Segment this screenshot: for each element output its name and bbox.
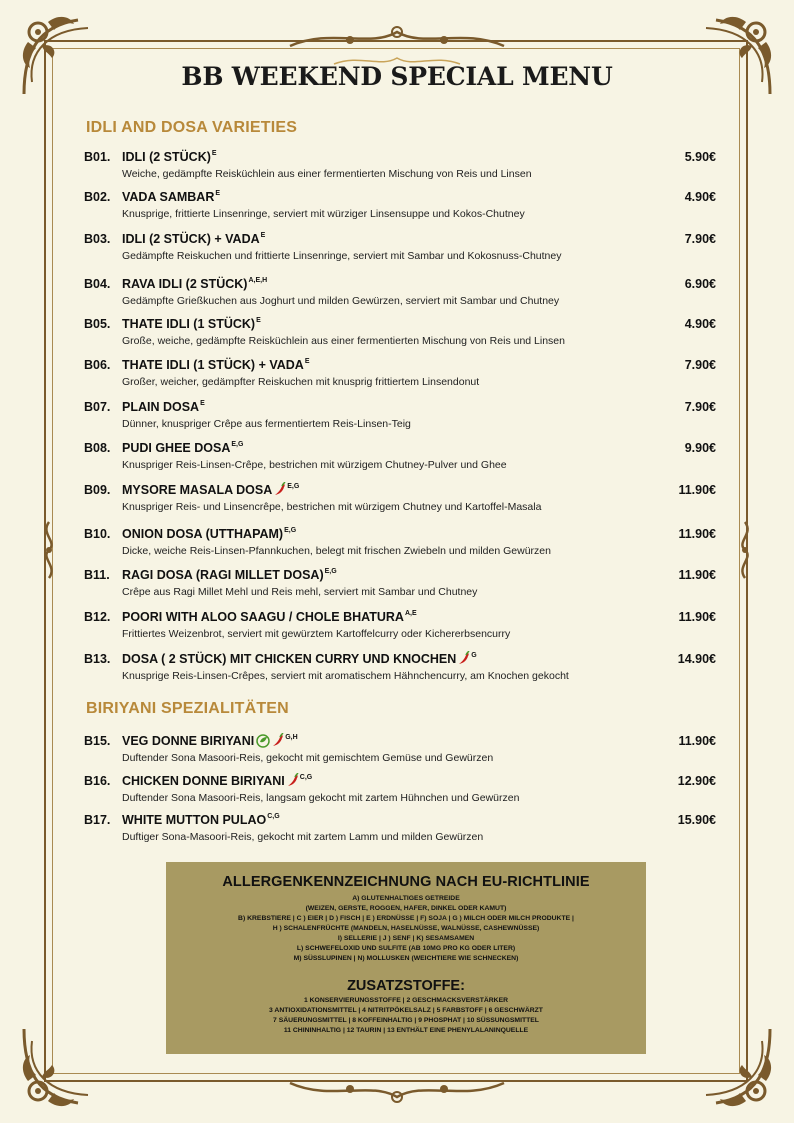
side-ornament-icon [38,520,60,580]
item-allergens: E [260,232,266,239]
item-price: 7.90€ [684,358,716,372]
item-price: 5.90€ [684,150,716,164]
section-heading-biriyani: BIRIYANI SPEZIALITÄTEN [86,700,289,717]
item-description: Gedämpfte Reiskuchen und frittierte Linsenringe, serviert mit Sambar und Kokosnuss-Chutney [122,250,562,262]
item-allergens: E,G [231,441,244,448]
item-name [122,733,646,748]
item-price: 7.90€ [684,232,716,246]
item-name-text: RAGI DOSA (RAGI MILLET DOSA) [122,568,324,582]
chili-spicy-icon [272,733,284,747]
allergen-line: (WEIZEN, GERSTE, ROGGEN, HAFER, DINKEL ODER KAMUT) [305,905,507,912]
item-price: 4.90€ [684,317,716,331]
item-name [122,568,646,582]
item-allergens: G [471,652,477,659]
item-description: Knuspriger Reis-Linsen-Crêpe, bestrichen mit würzigem Chutney-Pulver und Ghee [122,459,507,471]
item-code: B06. [84,358,111,372]
allergen-line: M) SÜSSLUPINEN | N) MOLLUSKEN (WEICHTIERE WIE SCHNECKEN) [293,955,519,962]
allergen-line: A) GLUTENHALTIGES GETREIDE [352,895,460,902]
item-price: 7.90€ [684,400,716,414]
item-name [122,813,646,827]
item-price: 11.90€ [678,483,716,497]
item-name-text: THATE IDLI (1 STÜCK) [122,317,256,331]
item-name-text: RAVA IDLI (2 STÜCK) [122,277,248,291]
corner-ornament-icon [18,1023,106,1111]
item-price: 11.90€ [678,734,716,748]
additive-line: 11 CHININHALTIG | 12 TAURIN | 13 ENTHÄLT EINE PHENYLALANINQUELLE [283,1027,529,1034]
item-name-text: DOSA ( 2 STÜCK) MIT CHICKEN CURRY UND KNOCHEN [122,652,457,666]
additive-line: 1 KONSERVIERUNGSSTOFFE | 2 GESCHMACKSVERSTÄRKER [303,997,509,1004]
item-code: B16. [84,774,111,788]
item-price: 6.90€ [684,277,716,291]
item-name [122,651,646,666]
allergen-line: L) SCHWEFELOXID UND SULFITE (AB 10MG PRO KG ODER LITER) [296,945,516,952]
item-name-text: PUDI GHEE DOSA [122,441,231,455]
additive-line: 7 SÄUERUNGSMITTEL | 8 KOFFEINHALTIG | 9 PHOSPHAT | 10 SÜSSUNGSMITTEL [273,1017,539,1024]
item-code: B02. [84,190,111,204]
item-allergens: E [256,317,261,324]
menu-item [84,317,716,347]
item-name-text: WHITE MUTTON PULAO [122,813,267,827]
menu-item [84,610,716,640]
item-description: Dünner, knuspriger Crêpe aus fermentiertem Reis-Linsen-Teig [122,418,411,430]
item-name [122,358,646,372]
menu-item [84,482,716,513]
item-allergens: G,H [285,734,298,741]
menu-item [84,358,716,388]
menu-item [84,150,716,180]
top-scroll-ornament-icon [280,18,514,58]
item-description: Frittiertes Weizenbrot, serviert mit gewürztem Kartoffelcurry oder Kichererbsencurry [122,628,511,640]
item-code: B05. [84,317,111,331]
item-name [122,190,646,204]
item-price: 4.90€ [684,190,716,204]
section-heading-idli-dosa: IDLI AND DOSA VARIETIES [86,119,298,136]
chili-spicy-icon [274,482,286,496]
item-name [122,527,646,541]
chili-spicy-icon [458,651,470,665]
item-code: B07. [84,400,111,414]
item-description: Weiche, gedämpfte Reisküchlein aus einer fermentierten Mischung von Reis und Linsen [122,168,532,180]
item-description: Duftender Sona Masoori-Reis, gekocht mit gemischtem Gemüse und Gewürzen [122,752,494,764]
item-allergens: E [304,358,310,365]
menu-item [84,190,716,220]
item-allergens: C,G [299,774,313,781]
item-description: Crêpe aus Ragi Millet Mehl und Reis mehl, serviert mit Sambar und Chutney [122,586,478,598]
side-ornament-icon [734,520,756,580]
additive-line: 3 ANTIOXIDATIONSMITTEL | 4 NITRITPÖKELSALZ | 5 FARBSTOFF | 6 GESCHWÄRZT [269,1007,543,1014]
item-name-text: IDLI (2 STÜCK) + VADA [122,232,260,246]
item-code: B17. [84,813,111,827]
item-allergens: E,G [284,527,297,534]
item-allergens: C,G [267,813,280,820]
item-name [122,400,646,414]
item-code: B13. [84,652,111,666]
item-name [122,232,646,246]
item-description: Große, weiche, gedämpfte Reisküchlein aus einer fermentierten Mischung von Reis und Linsen [122,335,565,347]
menu-item [84,441,716,471]
item-code: B11. [84,568,110,582]
item-name [122,773,646,788]
menu-title: BB WEEKEND SPECIAL MENU [181,62,613,91]
item-description: Dicke, weiche Reis-Linsen-Pfannkuchen, belegt mit frischen Zwiebeln und milden Gewürzen [122,545,551,557]
item-name-text: THATE IDLI (1 STÜCK) + VADA [122,358,304,372]
item-code: B08. [84,441,111,455]
additives-heading: ZUSATZSTOFFE: [347,978,465,994]
item-name-text: IDLI (2 STÜCK) [122,150,211,164]
item-allergens: E,G [324,568,337,575]
item-name-text: ONION DOSA (UTTHAPAM) [122,527,284,541]
item-allergens: E [211,150,217,157]
menu-item [84,813,716,843]
item-name [122,441,646,455]
vegetarian-leaf-icon [256,734,270,748]
item-name-text: POORI WITH ALOO SAAGU / CHOLE BHATURA [122,610,404,624]
item-allergens: A,E [404,610,417,617]
item-description: Duftender Sona Masoori-Reis, langsam gekocht mit zartem Hühnchen und Gewürzen [122,792,520,804]
item-name [122,482,646,497]
item-allergens: E [200,400,205,407]
item-price: 11.90€ [678,568,716,582]
item-name [122,317,646,331]
item-allergens: E,G [287,483,300,490]
allergen-line: B) KREBSTIERE | C ) EIER | D ) FISCH | E ) ERDNÜSSE | F) SOJA | G ) MILCH ODER MILCH PRODUKTE | [238,915,574,922]
item-description: Großer, weicher, gedämpfter Reiskuchen mit knusprig frittiertem Linsendonut [122,376,480,388]
chili-spicy-icon [287,773,299,787]
item-code: B09. [84,483,111,497]
item-description: Knuspriger Reis- und Linsencrêpe, bestrichen mit würzigem Chutney und Kartoffel-Masala [122,501,542,513]
item-name-text: VADA SAMBAR [122,190,215,204]
item-price: 9.90€ [684,441,716,455]
item-price: 14.90€ [677,652,716,666]
item-description: Knusprige, frittierte Linsenringe, serviert mit würziger Linsensuppe und Kokos-Chutney [122,208,525,220]
item-description: Gedämpfte Grießkuchen aus Joghurt und milden Gewürzen, serviert mit Sambar und Chutney [122,295,560,307]
item-allergens: E [215,190,221,197]
item-code: B01. [84,150,111,164]
allergen-line: I) SELLERIE | J ) SENF | K) SESAMSAMEN [337,935,475,942]
item-name-text: CHICKEN DONNE BIRIYANI [122,774,285,788]
item-allergens: A,E,H [248,277,268,284]
menu-item [84,277,716,307]
allergen-info-box [166,862,646,1054]
menu-item [84,232,716,262]
item-price: 15.90€ [677,813,716,827]
item-name [122,150,646,164]
item-name-text: MYSORE MASALA DOSA [122,483,273,497]
corner-ornament-icon [688,1023,776,1111]
item-price: 11.90€ [678,527,716,541]
item-code: B10. [84,527,111,541]
item-price: 11.90€ [678,610,716,624]
item-price: 12.90€ [677,774,716,788]
item-code: B04. [84,277,111,291]
allergen-line: H ) SCHALENFRÜCHTE (MANDELN, HASELNÜSSE, WALNÜSSE, CASHEWNÜSSE) [272,925,540,932]
item-name-text: VEG DONNE BIRIYANI [122,734,255,748]
menu-item [84,651,716,682]
item-description: Knusprige Reis-Linsen-Crêpes, serviert mit aromatischem Hähnchencurry, am Knochen gekocht [122,670,569,682]
item-name-text: PLAIN DOSA [122,400,200,414]
menu-item [84,733,716,764]
menu-item [84,773,716,804]
bottom-scroll-ornament-icon [280,1071,514,1111]
menu-item [84,568,716,598]
item-code: B15. [84,734,111,748]
allergen-heading: ALLERGENKENNZEICHNUNG NACH EU-RICHTLINIE [222,874,590,890]
item-name [122,277,646,291]
item-code: B12. [84,610,111,624]
item-name [122,610,646,624]
menu-item [84,527,716,557]
item-code: B03. [84,232,111,246]
menu-item [84,400,716,430]
item-description: Duftiger Sona-Masoori-Reis, gekocht mit zartem Lamm und milden Gewürzen [122,831,484,843]
